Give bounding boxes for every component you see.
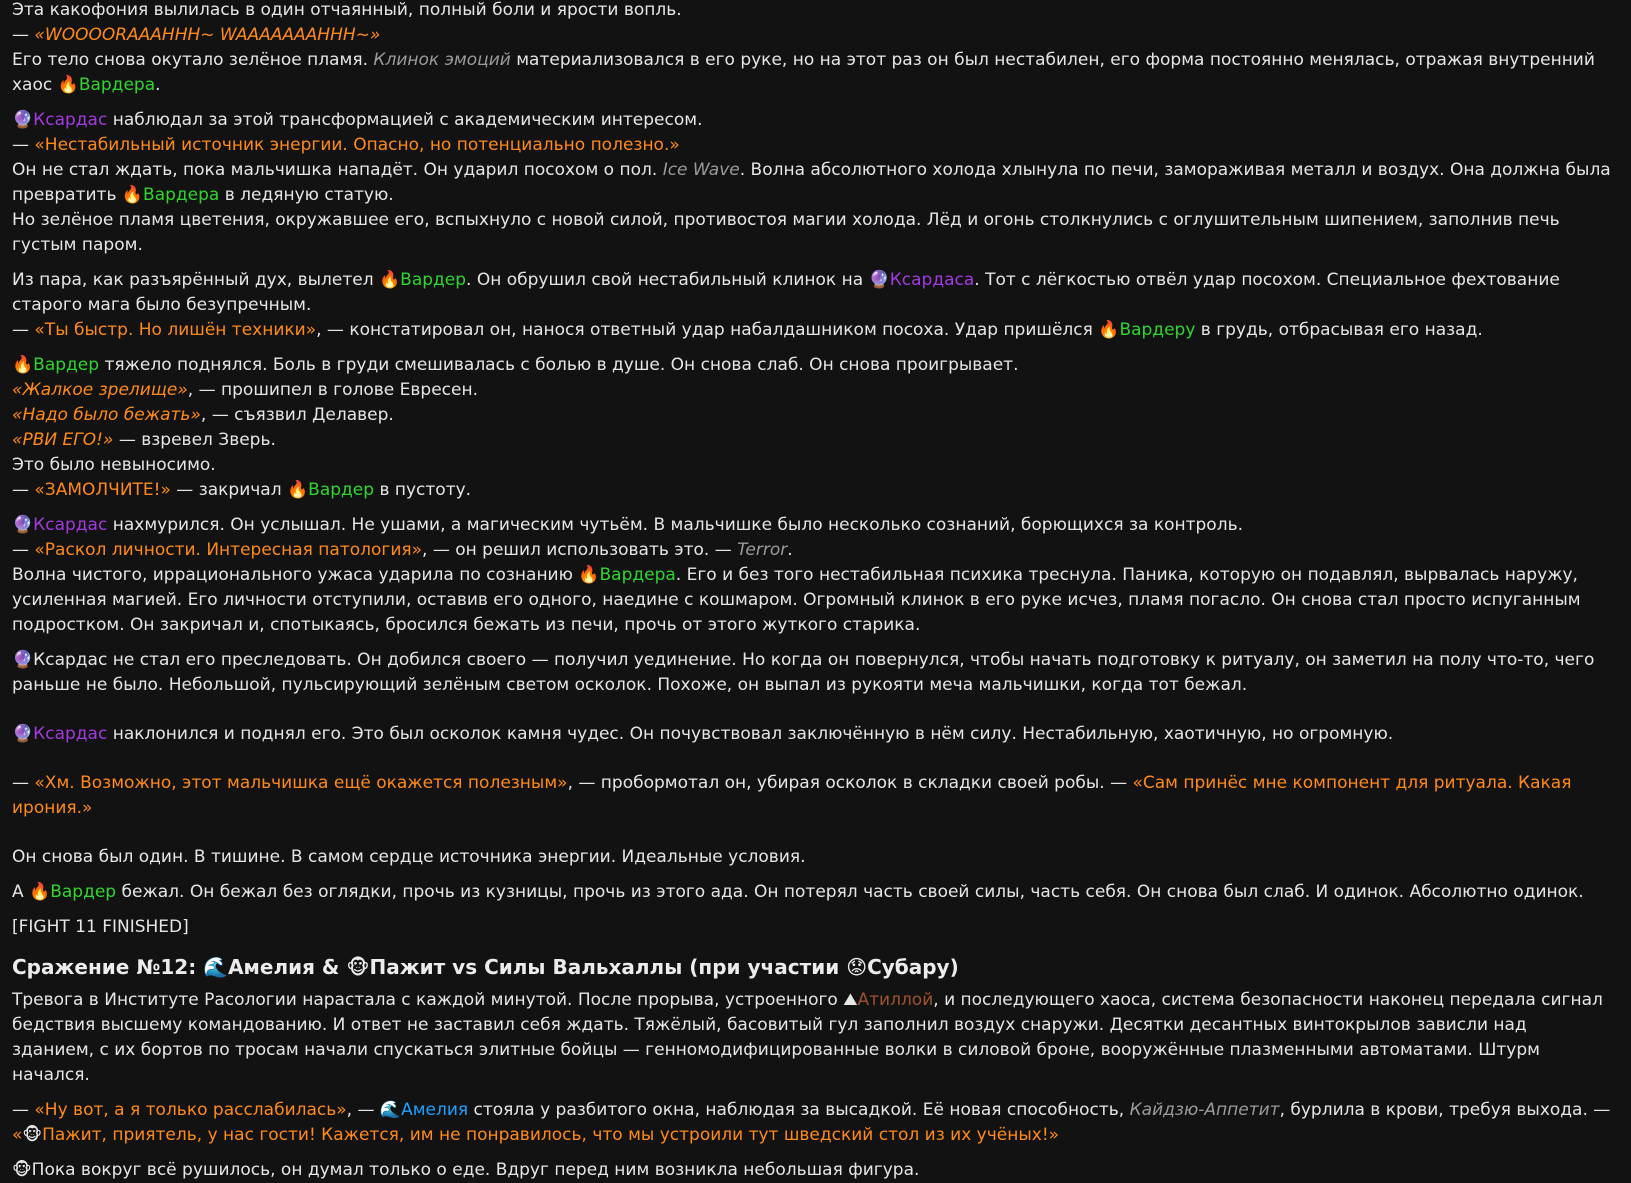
character-vader: Вардер xyxy=(50,882,117,902)
text: . Волна абсолютного холода хлынула по печи, замораживая металл и воздух. Она должна была превратить xyxy=(12,160,1611,205)
text: , — съязвил Делавер. xyxy=(200,405,394,425)
quote: «Раскол личности. Интересная патология» xyxy=(34,540,423,560)
dialogue-line xyxy=(12,538,1612,563)
dialogue-line xyxy=(12,428,1612,453)
text: — закричал xyxy=(170,480,287,500)
text: — xyxy=(12,1100,35,1120)
text: , — прошипел в голове Евресен. xyxy=(187,380,479,400)
text: — xyxy=(12,540,35,560)
paragraph xyxy=(12,722,1612,747)
character-vader: Вардера xyxy=(78,75,156,95)
fire-icon: 🔥 xyxy=(1098,320,1120,340)
text: — xyxy=(12,25,35,45)
paragraph xyxy=(12,108,1612,133)
paragraph xyxy=(12,48,1612,98)
section-heading xyxy=(12,952,1612,982)
text: , — пробормотал он, убирая осколок в складки своей робы. — xyxy=(567,773,1133,793)
wave-icon: 🌊 xyxy=(379,1100,402,1120)
dialogue-line xyxy=(12,23,1612,48)
text: Это было невыносимо. xyxy=(12,455,216,475)
fire-icon: 🔥 xyxy=(287,480,309,500)
paragraph xyxy=(12,880,1612,905)
quote: «WOOOORAAAHHH~ WAAAAAAAHHH~» xyxy=(34,25,381,45)
text: — xyxy=(12,320,35,340)
text: в пустоту. xyxy=(374,480,472,500)
text: Амелия & xyxy=(228,955,347,979)
text: . Он обрушил свой нестабильный клинок на xyxy=(466,270,869,290)
paragraph xyxy=(12,513,1612,538)
paragraph xyxy=(12,845,1612,870)
character-vader: Вардер xyxy=(33,355,100,375)
paragraph xyxy=(12,988,1612,1088)
paragraph xyxy=(12,648,1612,698)
dialogue-line xyxy=(12,771,1612,821)
dialogue-line xyxy=(12,133,1612,158)
text: Из пара, как разъярённый дух, вылетел xyxy=(12,270,379,290)
fire-icon: 🔥 xyxy=(57,75,79,95)
fire-icon: 🔥 xyxy=(379,270,401,290)
fire-icon: 🔥 xyxy=(12,355,34,375)
fire-icon: 🔥 xyxy=(121,185,144,205)
text: . Его и без того нестабильная психика треснула. Паника, которую он подавлял, вырвалась наружу, усиленная магией. Его личности отступили, оставив его одного, наедине с кошмаром. Огромный клинок в его руке исчез, пламя погасло. Он снова стал просто испуганным подростком. Он закричал и, спотыкаясь, бросился бежать из печи, прочь от этого жуткого старика. xyxy=(12,565,1581,635)
dialogue-line xyxy=(12,1098,1612,1148)
monkey-icon: 🐵 xyxy=(346,955,370,979)
text: Тревога в Институте Расологии нарастала с каждой минутой. После прорыва, устроенного xyxy=(12,990,844,1010)
quote: «Нестабильный источник энергии. Опасно, но потенциально полезно.» xyxy=(34,135,680,155)
text: Пока вокруг всё рушилось, он думал только о еде. Вдруг перед ним возникла небольшая фигура. xyxy=(31,1160,920,1180)
paragraph xyxy=(12,563,1612,638)
text: . Тот с лёгкостью отвёл удар посохом. Специальное фехтование старого мага было безупречным. xyxy=(12,270,1560,315)
monkey-icon: 🐵 xyxy=(22,1125,43,1145)
fire-icon: 🔥 xyxy=(29,882,51,902)
chat-document xyxy=(12,0,1612,1183)
quote: «Сам принёс мне компонент для ритуала. Какая ирония.» xyxy=(12,773,1572,818)
quote: «ЗАМОЛЧИТЕ!» xyxy=(34,480,171,500)
spell-name: Клинок эмоций xyxy=(373,50,511,70)
text: наклонился и поднял его. Это был осколок камня чудес. Он почувствовал заключённую в нём силу. Нестабильную, хаотичную, но огромную. xyxy=(107,724,1394,744)
crystal-ball-icon: 🔮 xyxy=(12,515,34,535)
sad-face-icon: 😟 xyxy=(846,955,868,979)
text: стояла у разбитого окна, наблюдая за высадкой. Её новая способность, xyxy=(468,1100,1130,1120)
text: — xyxy=(12,773,35,793)
text: . xyxy=(787,540,793,560)
text: Его тело снова окутало зелёное пламя. xyxy=(12,50,374,70)
quote: Пажит, приятель, у нас гости! Кажется, им не понравилось, что мы устроили тут шведский стол из их учёных!» xyxy=(42,1125,1060,1145)
mountain-icon: ⛰ xyxy=(843,990,858,1010)
paragraph xyxy=(12,0,1612,23)
text: бежал. Он бежал без оглядки, прочь из кузницы, прочь из этого ада. Он потерял часть своей силы, часть себя. Он снова был слаб. И одинок. Абсолютно одинок. xyxy=(116,882,1584,902)
text: , бурлила в крови, требуя выхода. — xyxy=(1279,1100,1611,1120)
text: нахмурился. Он услышал. Не ушами, а магическим чутьём. В мальчишке было несколько сознаний, борющихся за контроль. xyxy=(107,515,1243,535)
crystal-ball-icon: 🔮 xyxy=(12,650,34,670)
character-amelia: Амелия xyxy=(401,1100,469,1120)
character-vader: Вардеру xyxy=(1119,320,1196,340)
crystal-ball-icon: 🔮 xyxy=(12,110,34,130)
quote: « xyxy=(12,1125,23,1145)
text: наблюдал за этой трансформацией с академическим интересом. xyxy=(107,110,703,130)
character-vader: Вардера xyxy=(599,565,676,585)
paragraph xyxy=(12,1158,1612,1183)
text: [FIGHT 11 FINISHED] xyxy=(12,917,189,937)
text: , — он решил использовать это. — xyxy=(422,540,738,560)
monkey-icon: 🐵 xyxy=(12,1160,32,1180)
text: , — констатировал он, нанося ответный удар набалдашником посоха. Удар пришёлся xyxy=(316,320,1099,340)
text: Он не стал ждать, пока мальчишка нападёт. Он ударил посохом о пол. xyxy=(12,160,663,180)
dialogue-line xyxy=(12,318,1612,343)
character-atillo: Атиллой xyxy=(857,990,934,1010)
fight-status xyxy=(12,915,1612,940)
paragraph xyxy=(12,453,1612,478)
text: Он снова был один. В тишине. В самом сердце источника энергии. Идеальные условия. xyxy=(12,847,806,867)
crystal-ball-icon: 🔮 xyxy=(868,270,890,290)
text: Но зелёное пламя цветения, окружавшее его, вспыхнуло с новой силой, противостоя магии холода. Лёд и огонь столкнулись с оглушительным шипением, заполнив печь густым паром. xyxy=(12,210,1560,255)
quote: «Хм. Возможно, этот мальчишка ещё окажется полезным» xyxy=(34,773,568,793)
text: . xyxy=(155,75,161,95)
text: — xyxy=(12,480,35,500)
text: в ледяную статую. xyxy=(219,185,394,205)
character-ksardas: Ксардаса xyxy=(889,270,975,290)
paragraph xyxy=(12,208,1612,258)
text: , — xyxy=(346,1100,380,1120)
quote: «Ну вот, а я только расслабилась» xyxy=(34,1100,347,1120)
text: Волна чистого, иррационального ужаса ударила по сознанию xyxy=(12,565,579,585)
text: — xyxy=(12,135,35,155)
dialogue-line xyxy=(12,478,1612,503)
spell-name: Ice Wave xyxy=(662,160,740,180)
text: Эта какофония вылилась в один отчаянный, полный боли и ярости вопль. xyxy=(12,0,682,20)
paragraph xyxy=(12,268,1612,318)
fire-icon: 🔥 xyxy=(578,565,600,585)
text: тяжело поднялся. Боль в груди смешивалась с болью в душе. Он снова слаб. Он снова проигрывает. xyxy=(99,355,1019,375)
quote: «Ты быстр. Но лишён техники» xyxy=(34,320,317,340)
character-ksardas: Ксардас xyxy=(33,110,108,130)
wave-icon: 🌊 xyxy=(203,955,229,979)
text: Ксардас не стал его преследовать. Он добился своего — получил уединение. Но когда он повернулся, чтобы начать подготовку к ритуалу, он заметил на полу что-то, чего раньше не было. Небольшой, пульсирующий зелёным светом осколок. Похоже, он выпал из рукояти меча мальчишки, когда тот бежал. xyxy=(12,650,1595,695)
character-vader: Вардер xyxy=(400,270,467,290)
text: — взревел Зверь. xyxy=(113,430,276,450)
text: Сражение №12: xyxy=(12,955,204,979)
text: материализовался в его руке, но на этот раз он был нестабилен, его форма постоянно менялась, отражая внутренний хаос xyxy=(12,50,1595,95)
text: Пажит vs Силы Вальхаллы (при участии xyxy=(369,955,847,979)
quote: «Жалкое зрелище» xyxy=(12,380,188,400)
character-ksardas: Ксардас xyxy=(33,515,108,535)
text: А xyxy=(12,882,30,902)
character-vader: Вардера xyxy=(143,185,220,205)
dialogue-line xyxy=(12,378,1612,403)
dialogue-line xyxy=(12,403,1612,428)
paragraph xyxy=(12,158,1612,208)
character-ksardas: Ксардас xyxy=(33,724,108,744)
crystal-ball-icon: 🔮 xyxy=(12,724,34,744)
text: в грудь, отбрасывая его назад. xyxy=(1195,320,1483,340)
text: Субару) xyxy=(867,955,959,979)
paragraph xyxy=(12,353,1612,378)
spell-name: Terror xyxy=(737,540,788,560)
character-vader: Вардер xyxy=(308,480,375,500)
text: , и последующего хаоса, система безопасности наконец передала сигнал бедствия высшему командованию. И ответ не заставил себя ждать. Тяжёлый, басовитый гул заполнил воздух снаружи. Десятки десантных винтокрылов зависли над зданием, с их бортов по тросам начали спускаться элитные бойцы — генномодифицированные волки в силовой броне, вооружённые плазменными автоматами. Штурм начался. xyxy=(12,990,1603,1085)
quote: «РВИ ЕГО!» xyxy=(12,430,114,450)
quote: «Надо было бежать» xyxy=(12,405,201,425)
spell-name: Кайдзю-Аппетит xyxy=(1129,1100,1280,1120)
